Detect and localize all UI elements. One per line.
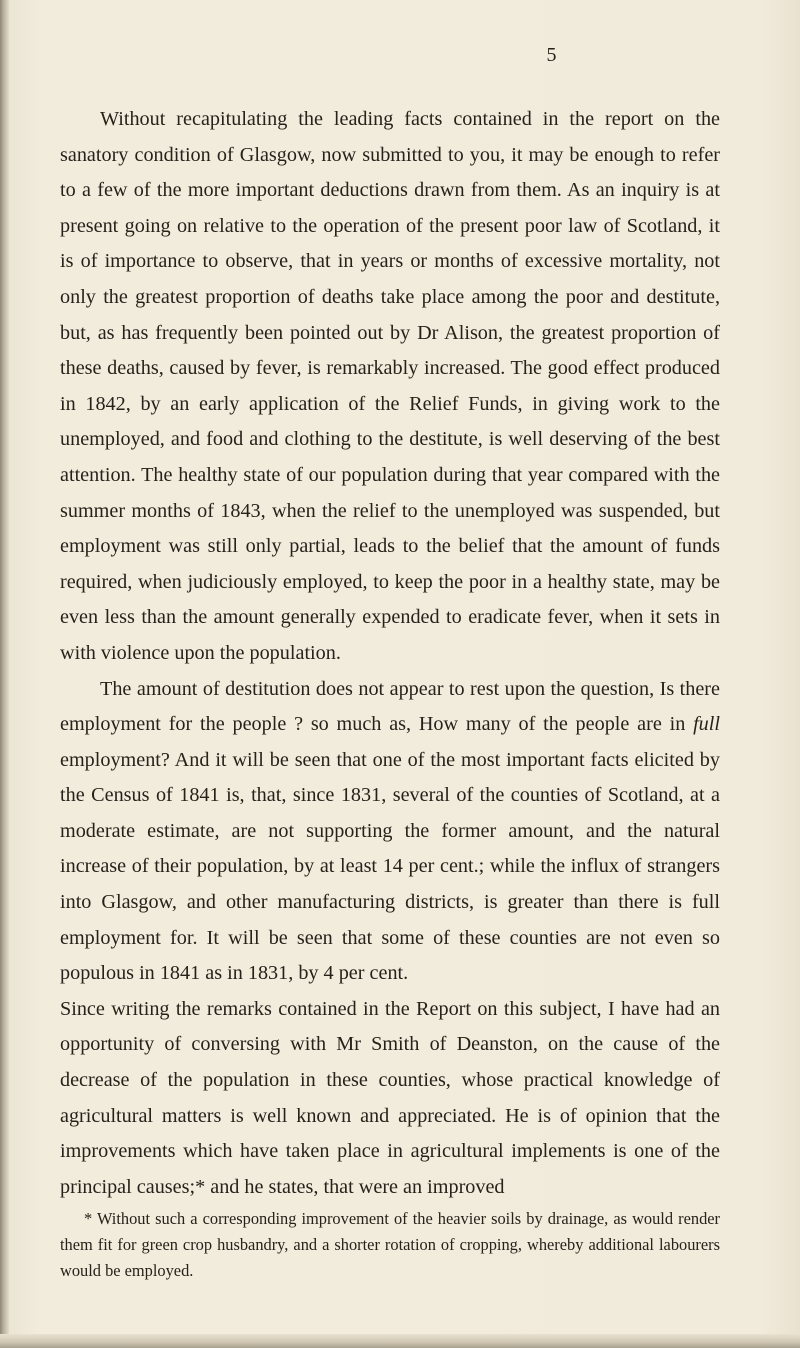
paragraph-3: Since writing the remarks contained in the Report on this subject, I have had an opportunity of conversing with Mr Smith of Deanston, on the cause of the decrease of the population in these counties, whose practical knowledge of agricultural matters is well known and appreciated. He is of opinion that the improvements which have taken place in agricultural implements is one of the principal causes;* and he states, that were an improved <box>60 997 720 1198</box>
footnote-marker: * <box>84 1209 93 1228</box>
paragraph-2-start: The amount of destitution does not appear to rest upon the question, Is there employment for the people ? so much as, How many of the people are in <box>60 677 720 736</box>
footnote-body: Without such a corresponding improvement of the heavier soils by drainage, as would render them fit for green crop husbandry, and a shorter rotation of cropping, whereby additional labourers would be employed. <box>60 1209 720 1280</box>
paragraph-2-end: employment? And it will be seen that one of the most important facts elicited by the Census of 1841 is, that, since 1831, several of the counties of Scotland, at a moderate estimate, are not supporting the former amount, and the natural increase of their population, by at least 14 per cent.; while the influx of strangers into Glasgow, and other manufacturing districts, is greater than there is full employment for. It will be seen that some of these counties are not even so populous in 1841 as in 1831, by 4 per cent. <box>60 748 720 985</box>
footnote <box>60 1206 720 1284</box>
binding-edge <box>0 0 9 1348</box>
footnote-text <box>60 1206 720 1284</box>
italic-full: full <box>693 713 720 736</box>
body-text <box>60 102 720 1205</box>
bottom-edge <box>0 1334 800 1348</box>
paragraph-2 <box>60 672 720 992</box>
page-number: 5 <box>546 44 558 66</box>
paragraph-1: Without recapitulating the leading facts contained in the report on the sanatory condition of Glasgow, now submitted to you, it may be enough to refer to a few of the more important deductions drawn from them. As an inquiry is at present going on relative to the operation of the present poor law of Scotland, it is of importance to observe, that in years or months of excessive mortality, not only the greatest proportion of deaths take place among the poor and destitute, but, as has frequently been pointed out by Dr Alison, the greatest proportion of these deaths, caused by fever, is remarkably increased. The good effect produced in 1842, by an early application of the Relief Funds, in giving work to the unemployed, and food and clothing to the destitute, is well deserving of the best attention. The healthy state of our population during that year compared with the summer months of 1843, when the relief to the unemployed was suspended, but employment was still only partial, leads to the belief that the amount of funds required, when judiciously employed, to keep the poor in a healthy state, may be even less than the amount generally expended to eradicate fever, when it sets in with violence upon the population. <box>60 108 720 664</box>
